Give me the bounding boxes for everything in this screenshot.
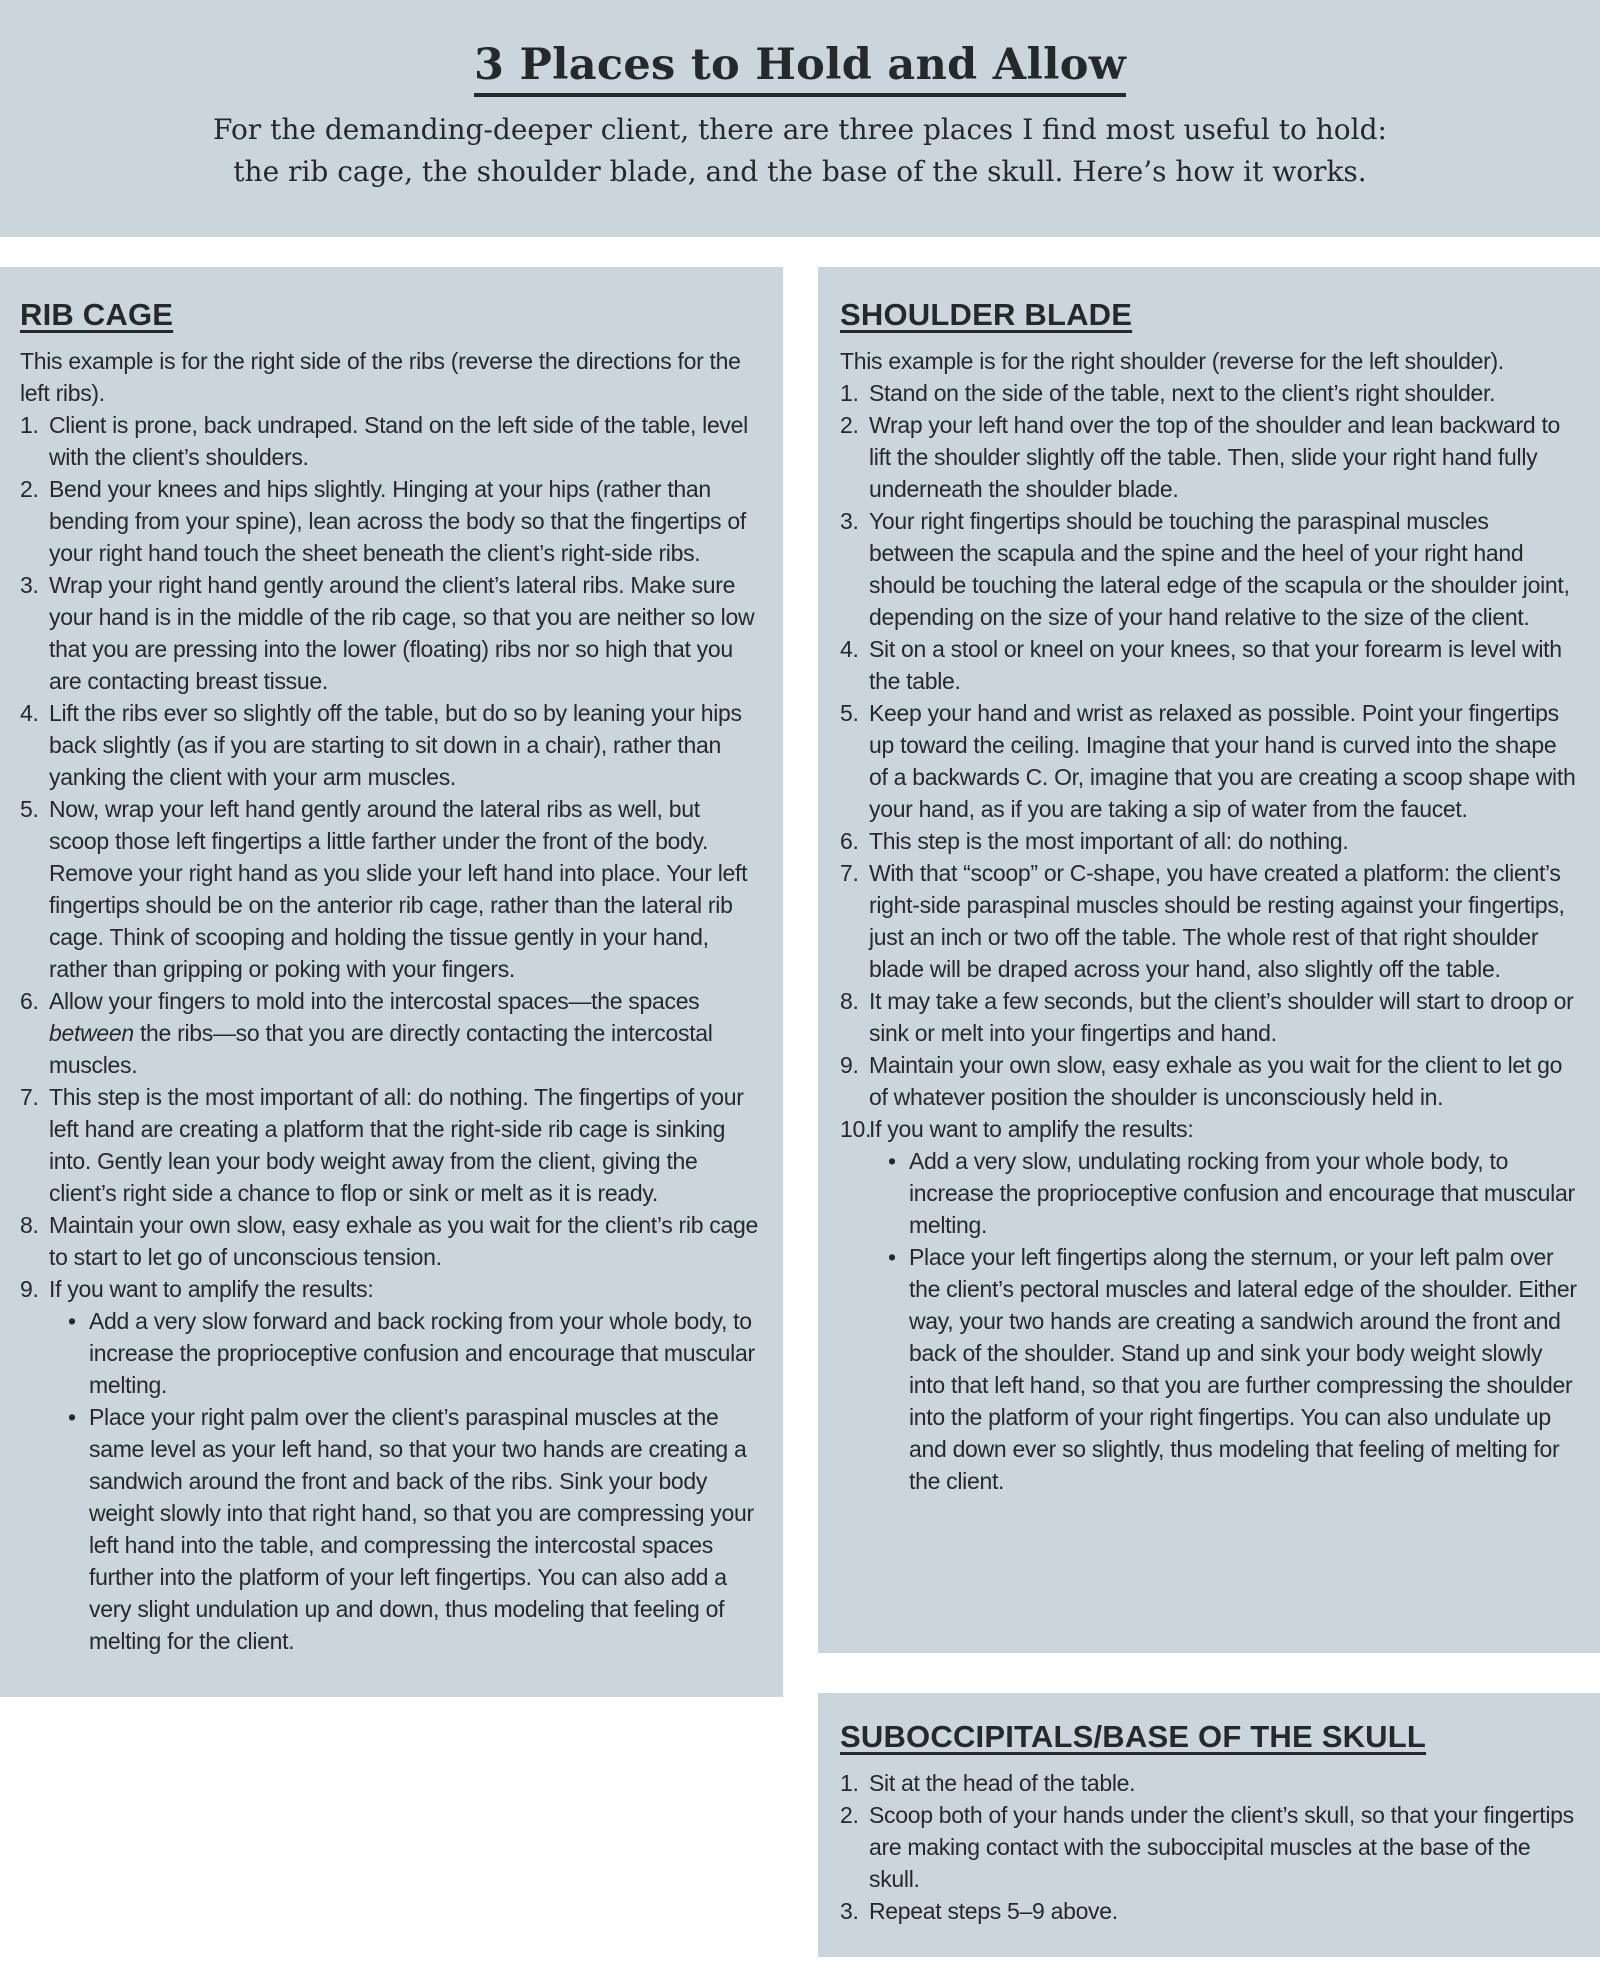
list-item-text: Keep your hand and wrist as relaxed as possible. Point your fingertips up toward the ceiling. Imagine that your hand is curved into the shape of a backwards C. Or, imagine that you are creating a scoop shape with your hand, as if you are taking a sip of water from the faucet.	[869, 699, 1576, 822]
list-item-text: Maintain your own slow, easy exhale as you wait for the client to let go of whatever position the shoulder is unconsciously held in.	[869, 1051, 1563, 1110]
bullet-list	[49, 1305, 763, 1657]
page-title	[40, 42, 1560, 97]
list-item	[840, 1799, 1578, 1895]
list-item	[840, 857, 1578, 985]
list-item-text: Stand on the side of the table, next to the client’s right shoulder.	[869, 379, 1496, 406]
list-item	[20, 1081, 763, 1209]
rib-cage-steps-list	[20, 409, 763, 1657]
subtitle-line-1: For the demanding-deeper client, there are three places I find most useful to hold:	[213, 113, 1387, 147]
shoulder-blade-heading: SHOULDER BLADE	[840, 297, 1133, 332]
suboccipitals-steps-list	[840, 1767, 1578, 1927]
section-suboccipitals	[818, 1693, 1600, 1957]
content-columns	[0, 267, 1600, 1957]
list-item-text: Repeat steps 5–9 above.	[869, 1897, 1118, 1924]
list-item-text: If you want to amplify the results:	[869, 1115, 1194, 1142]
list-item-text: Lift the ribs ever so slightly off the table, but do so by leaning your hips back slightly (as if you are starting to sit down in a chair), rather than yanking the client with your arm muscles.	[49, 699, 742, 790]
subtitle-line-2: the rib cage, the shoulder blade, and the base of the skull. Here’s how it works.	[233, 155, 1367, 189]
bullet-item: • Place your right palm over the client’s paraspinal muscles at the same level as your left hand, so that your two hands are creating a sandwich around the front and back of the ribs. Sink your body weight slowly into that right hand, so that you are compressing your left hand into the table, and compressing the intercostal spaces further into the platform of your left fingertips. You can also add a very slight undulation up and down, thus modeling that feeling of melting for the client.	[68, 1401, 763, 1657]
list-item-text: Sit on a stool or kneel on your knees, so that your forearm is level with the table.	[869, 635, 1562, 694]
list-item-text: This step is the most important of all: do nothing. The fingertips of your left hand are creating a platform that the right-side rib cage is sinking into. Gently lean your body weight away from the client, giving the client’s right side a chance to flop or sink or melt as it is ready.	[49, 1083, 744, 1206]
list-item-text: Client is prone, back undraped. Stand on the left side of the table, level with the client’s shoulders.	[49, 411, 748, 470]
list-item	[840, 1049, 1578, 1113]
list-item-text: With that “scoop” or C-shape, you have created a platform: the client’s right-side paraspinal muscles should be resting against your fingertips, just an inch or two off the table. The whole rest of that right shoulder blade will be draped across your hand, also slightly off the table.	[869, 859, 1565, 982]
list-item-text: Your right fingertips should be touching the paraspinal muscles between the scapula and the spine and the heel of your right hand should be touching the lateral edge of the scapula or the shoulder joint, depending on the size of your hand relative to the size of the client.	[869, 507, 1570, 630]
right-column	[818, 267, 1600, 1957]
list-item	[840, 1767, 1578, 1799]
header-banner	[0, 0, 1600, 237]
list-item	[840, 825, 1578, 857]
list-item	[840, 697, 1578, 825]
list-item	[20, 1273, 763, 1657]
section-rib-cage	[0, 267, 783, 1697]
list-item	[840, 1113, 1578, 1497]
list-item	[20, 985, 763, 1081]
list-item	[840, 409, 1578, 505]
page-title-text: 3 Places to Hold and Allow	[474, 42, 1126, 97]
list-item	[20, 569, 763, 697]
list-item-text: Allow your fingers to mold into the intercostal spaces—the spaces between the ribs—so that you are directly contacting the intercostal muscles.	[49, 987, 713, 1078]
list-item-text: If you want to amplify the results:	[49, 1275, 374, 1302]
list-item	[840, 1895, 1578, 1927]
suboccipitals-heading: SUBOCCIPITALS/BASE OF THE SKULL	[840, 1719, 1427, 1754]
list-item	[20, 793, 763, 985]
bullet-item: • Place your left fingertips along the sternum, or your left palm over the client’s pectoral muscles and lateral edge of the shoulder. Either way, your two hands are creating a sandwich around the front and back of the shoulder. Stand up and sink your body weight slowly into that left hand, so that you are further compressing the shoulder into the platform of your right fingertips. You can also undulate up and down ever so slightly, thus modeling that feeling of melting for the client.	[888, 1241, 1578, 1497]
list-item-text: It may take a few seconds, but the client’s shoulder will start to droop or sink or melt into your fingertips and hand.	[869, 987, 1574, 1046]
list-item	[840, 505, 1578, 633]
rib-cage-intro: This example is for the right side of the ribs (reverse the directions for the left ribs).	[20, 347, 741, 406]
list-item-text: Bend your knees and hips slightly. Hinging at your hips (rather than bending from your spine), lean across the body so that the fingertips of your right hand touch the sheet beneath the client’s right-side ribs.	[49, 475, 746, 566]
list-item	[840, 985, 1578, 1049]
list-item	[20, 1209, 763, 1273]
list-item-text: Now, wrap your left hand gently around the lateral ribs as well, but scoop those left fingertips a little farther under the front of the body. Remove your right hand as you slide your left hand into place. Your left fingertips should be on the anterior rib cage, rather than the lateral rib cage. Think of scooping and holding the tissue gently in your hand, rather than gripping or poking with your fingers.	[49, 795, 748, 982]
list-item	[20, 409, 763, 473]
rib-cage-heading: RIB CAGE	[20, 297, 174, 332]
shoulder-blade-steps-list	[840, 377, 1578, 1497]
bullet-item: • Add a very slow, undulating rocking from your whole body, to increase the proprioceptive confusion and encourage that muscular melting.	[888, 1145, 1578, 1241]
page-subtitle	[40, 109, 1560, 193]
list-item-text: Wrap your right hand gently around the client’s lateral ribs. Make sure your hand is in the middle of the rib cage, so that you are neither so low that you are pressing into the lower (floating) ribs nor so high that you are contacting breast tissue.	[49, 571, 755, 694]
list-item-text: This step is the most important of all: do nothing.	[869, 827, 1349, 854]
list-item	[840, 377, 1578, 409]
list-item-text: Wrap your left hand over the top of the shoulder and lean backward to lift the shoulder slightly off the table. Then, slide your right hand fully underneath the shoulder blade.	[869, 411, 1561, 502]
shoulder-blade-intro: This example is for the right shoulder (reverse for the left shoulder).	[840, 347, 1504, 374]
list-item-text: Maintain your own slow, easy exhale as you wait for the client’s rib cage to start to let go of unconscious tension.	[49, 1211, 758, 1270]
section-shoulder-blade	[818, 267, 1600, 1653]
list-item	[20, 697, 763, 793]
list-item	[840, 633, 1578, 697]
bullet-item: • Add a very slow forward and back rocking from your whole body, to increase the proprioceptive confusion and encourage that muscular melting.	[68, 1305, 763, 1401]
list-item	[20, 473, 763, 569]
bullet-list	[869, 1145, 1578, 1497]
list-item-text: Sit at the head of the table.	[869, 1769, 1136, 1796]
list-item-text: Scoop both of your hands under the client’s skull, so that your fingertips are making contact with the suboccipital muscles at the base of the skull.	[869, 1801, 1574, 1892]
